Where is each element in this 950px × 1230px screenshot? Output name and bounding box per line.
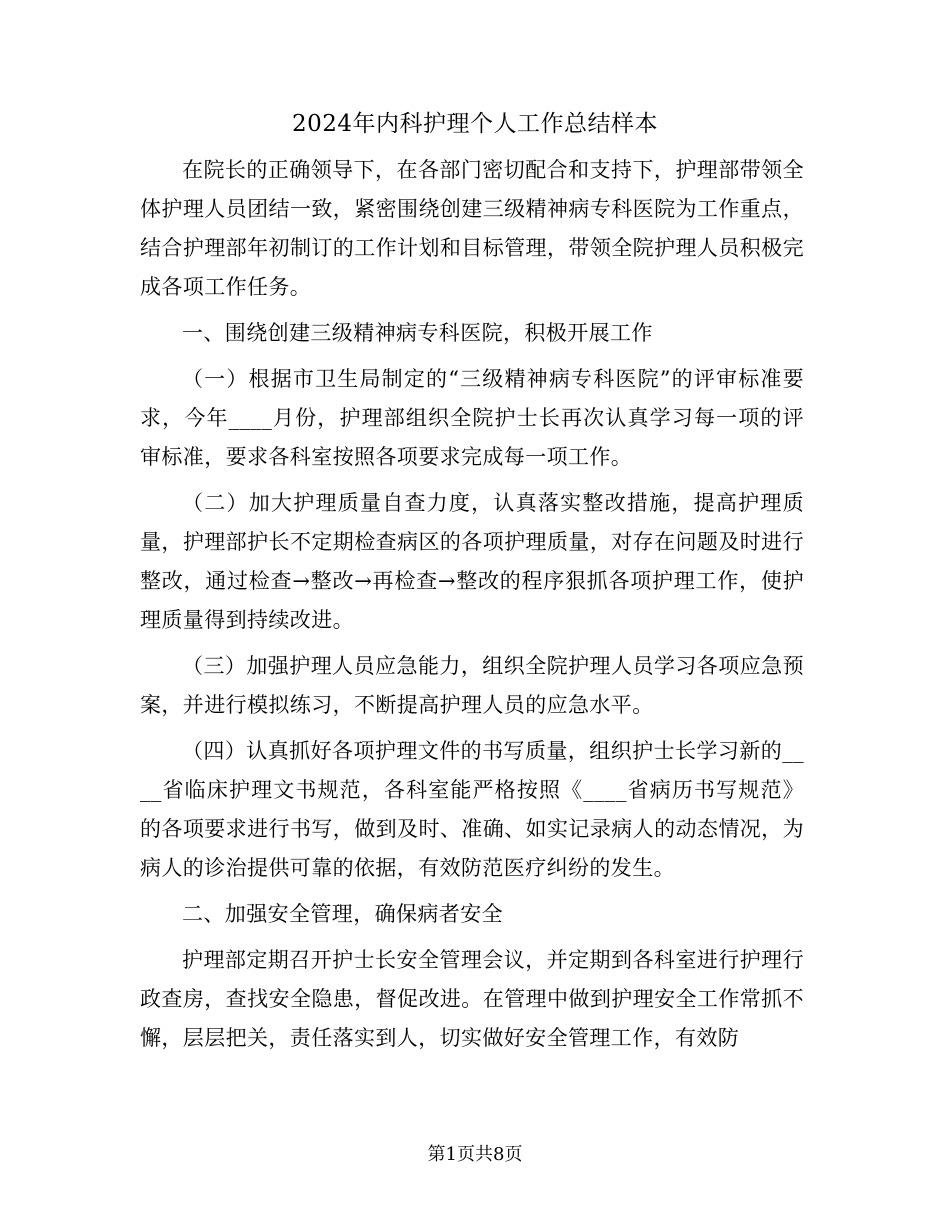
document-title: 2024年内科护理个人工作总结样本 xyxy=(291,111,659,137)
page-number-footer: 第1页共8页 xyxy=(427,1144,523,1165)
paragraph-intro: 在院长的正确领导下，在各部门密切配合和支持下，护理部带领全体护理人员团结一致，紧密围绕创建三级精神病专科医院为工作重点，结合护理部年初制订的工作计划和目标管理，带领全院护理人员积极完成各项工作任务。 xyxy=(140,158,804,299)
section-heading-1: 一、围绕创建三级精神病专科医院，积极开展工作 xyxy=(182,321,653,345)
paragraph-item-2: （二）加大护理质量自查力度，认真落实整改措施，提高护理质量，护理部护长不定期检查病区的各项护理质量，对存在问题及时进行整改，通过检查→整改→再检查→整改的程序狠抓各项护理工作，使护理质量得到持续改进。 xyxy=(140,491,804,632)
paragraph-item-4: （四）认真抓好各项护理文件的书写质量，组织护士长学习新的____省临床护理文书规范，各科室能严格按照《____省病历书写规范》的各项要求进行书写，做到及时、准确、如实记录病人的动态情况，为病人的诊治提供可靠的依据，有效防范医疗纠纷的发生。 xyxy=(140,739,804,880)
document-body xyxy=(140,151,804,1058)
paragraph-safety: 护理部定期召开护士长安全管理会议，并定期到各科室进行护理行政查房，查找安全隐患，督促改进。在管理中做到护理安全工作常抓不懈，层层把关，责任落实到人，切实做好安全管理工作，有效防 xyxy=(140,948,804,1050)
section-heading-2: 二、加强安全管理，确保病者安全 xyxy=(182,902,503,926)
paragraph-item-3: （三）加强护理人员应急能力，组织全院护理人员学习各项应急预案，并进行模拟练习，不断提高护理人员的应急水平。 xyxy=(140,654,804,717)
paragraph-item-1: （一）根据市卫生局制定的“三级精神病专科医院”的评审标准要求，今年____月份，护理部组织全院护士长再次认真学习每一项的评审标准，要求各科室按照各项要求完成每一项工作。 xyxy=(140,367,804,469)
